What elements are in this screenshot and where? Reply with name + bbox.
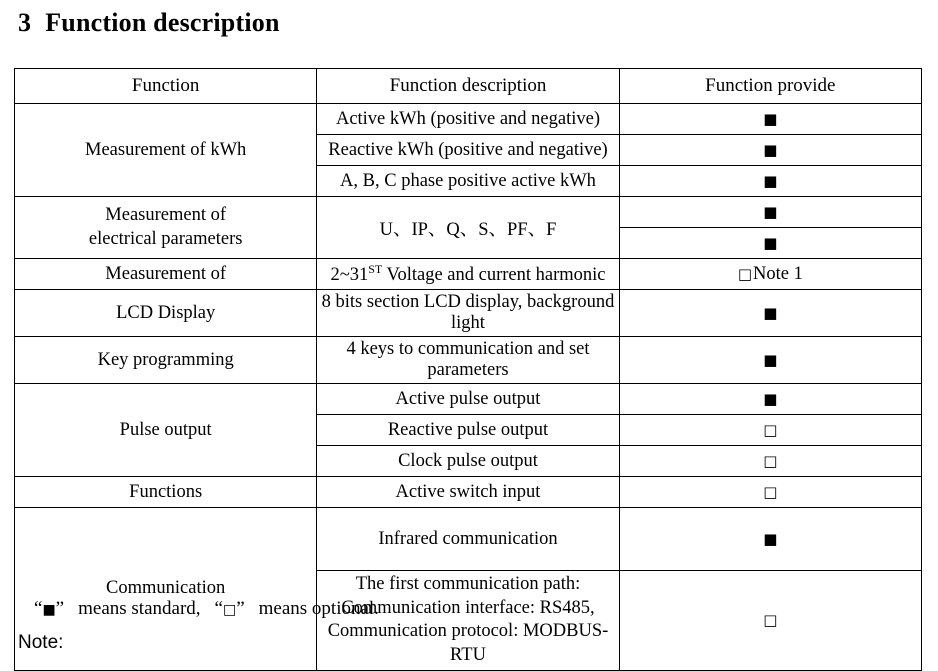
table-row	[15, 259, 922, 290]
cell-provide	[619, 446, 921, 477]
empty-square-icon	[763, 423, 777, 438]
filled-square-icon	[763, 205, 777, 220]
desc-line-3: Communication protocol: MODBUS-RTU	[327, 621, 609, 666]
function-description-table	[14, 68, 922, 671]
legend-optional-text: means optional.	[258, 598, 379, 619]
cell-function-line1: Measurement of	[105, 204, 227, 225]
cell-description: U、IP、Q、S、PF、F	[317, 197, 619, 259]
cell-description: Active pulse output	[317, 384, 619, 415]
cell-description: Reactive pulse output	[317, 415, 619, 446]
filled-square-icon	[763, 112, 777, 127]
provide-note: Note 1	[753, 263, 803, 284]
cell-provide	[619, 384, 921, 415]
filled-square-icon	[763, 174, 777, 189]
cell-provide	[619, 508, 921, 571]
cell-description: Active switch input	[317, 477, 619, 508]
desc-pre: 2~31	[330, 265, 369, 286]
empty-square-icon	[738, 267, 752, 282]
legend-quote-open-2: “	[214, 598, 223, 619]
cell-provide	[619, 259, 921, 290]
cell-provide	[619, 166, 921, 197]
table-header-row	[15, 69, 922, 104]
cell-function: Communication	[15, 508, 317, 671]
cell-provide	[619, 197, 921, 228]
cell-description	[317, 259, 619, 290]
empty-square-icon	[763, 613, 777, 628]
cell-description: A, B, C phase positive active kWh	[317, 166, 619, 197]
desc-line-2: Communication interface: RS485,	[341, 597, 595, 618]
filled-square-icon	[763, 392, 777, 407]
column-header-description: Function description	[317, 69, 619, 104]
filled-square-icon	[763, 236, 777, 251]
table-row	[15, 337, 922, 384]
filled-square-icon	[763, 143, 777, 158]
cell-function: Functions	[15, 477, 317, 508]
desc-line-1: The first communication path:	[355, 574, 581, 594]
cell-provide	[619, 228, 921, 259]
legend-standard-text: means standard,	[78, 598, 201, 619]
legend-quote-open-1: “	[34, 598, 43, 619]
cell-provide	[619, 477, 921, 508]
cell-description: Reactive kWh (positive and negative)	[317, 135, 619, 166]
cell-function	[15, 197, 317, 259]
column-header-provide: Function provide	[619, 69, 921, 104]
cell-description: Clock pulse output	[317, 446, 619, 477]
table-row	[15, 104, 922, 135]
legend	[34, 598, 379, 620]
table-row	[15, 290, 922, 337]
filled-square-icon	[763, 353, 777, 368]
cell-function: Key programming	[15, 337, 317, 384]
cell-provide	[619, 571, 921, 671]
empty-square-icon	[763, 485, 777, 500]
cell-provide	[619, 415, 921, 446]
cell-provide	[619, 135, 921, 166]
cell-provide	[619, 290, 921, 337]
column-header-function: Function	[15, 69, 317, 104]
desc-superscript: ST	[368, 261, 383, 276]
table-row	[15, 384, 922, 415]
empty-square-icon	[763, 454, 777, 469]
filled-square-icon: ■	[42, 602, 56, 618]
filled-square-icon	[763, 532, 777, 547]
cell-description: Infrared communication	[317, 508, 619, 571]
table-row	[15, 197, 922, 228]
heading-text: Function description	[45, 8, 280, 37]
cell-description: Active kWh (positive and negative)	[317, 104, 619, 135]
legend-quote-close-1: ”	[55, 598, 65, 619]
empty-square-icon: □	[222, 602, 237, 618]
filled-square-icon	[763, 306, 777, 321]
cell-function: Measurement of	[15, 259, 317, 290]
desc-post: Voltage and current harmonic	[382, 265, 606, 286]
cell-function: Measurement of kWh	[15, 104, 317, 197]
cell-description	[317, 571, 619, 671]
page-title	[18, 8, 280, 38]
cell-provide	[619, 104, 921, 135]
cell-provide	[619, 337, 921, 384]
legend-quote-close-2: ”	[236, 598, 245, 619]
cell-function: LCD Display	[15, 290, 317, 337]
table-row	[15, 508, 922, 571]
cell-function-line2: electrical parameters	[88, 228, 243, 249]
note-label: Note:	[18, 632, 64, 653]
cell-description: 4 keys to communication and set parameters	[317, 337, 619, 384]
table-row	[15, 477, 922, 508]
cell-function: Pulse output	[15, 384, 317, 477]
cell-description: 8 bits section LCD display, background light	[317, 290, 619, 337]
heading-number: 3	[18, 8, 32, 37]
